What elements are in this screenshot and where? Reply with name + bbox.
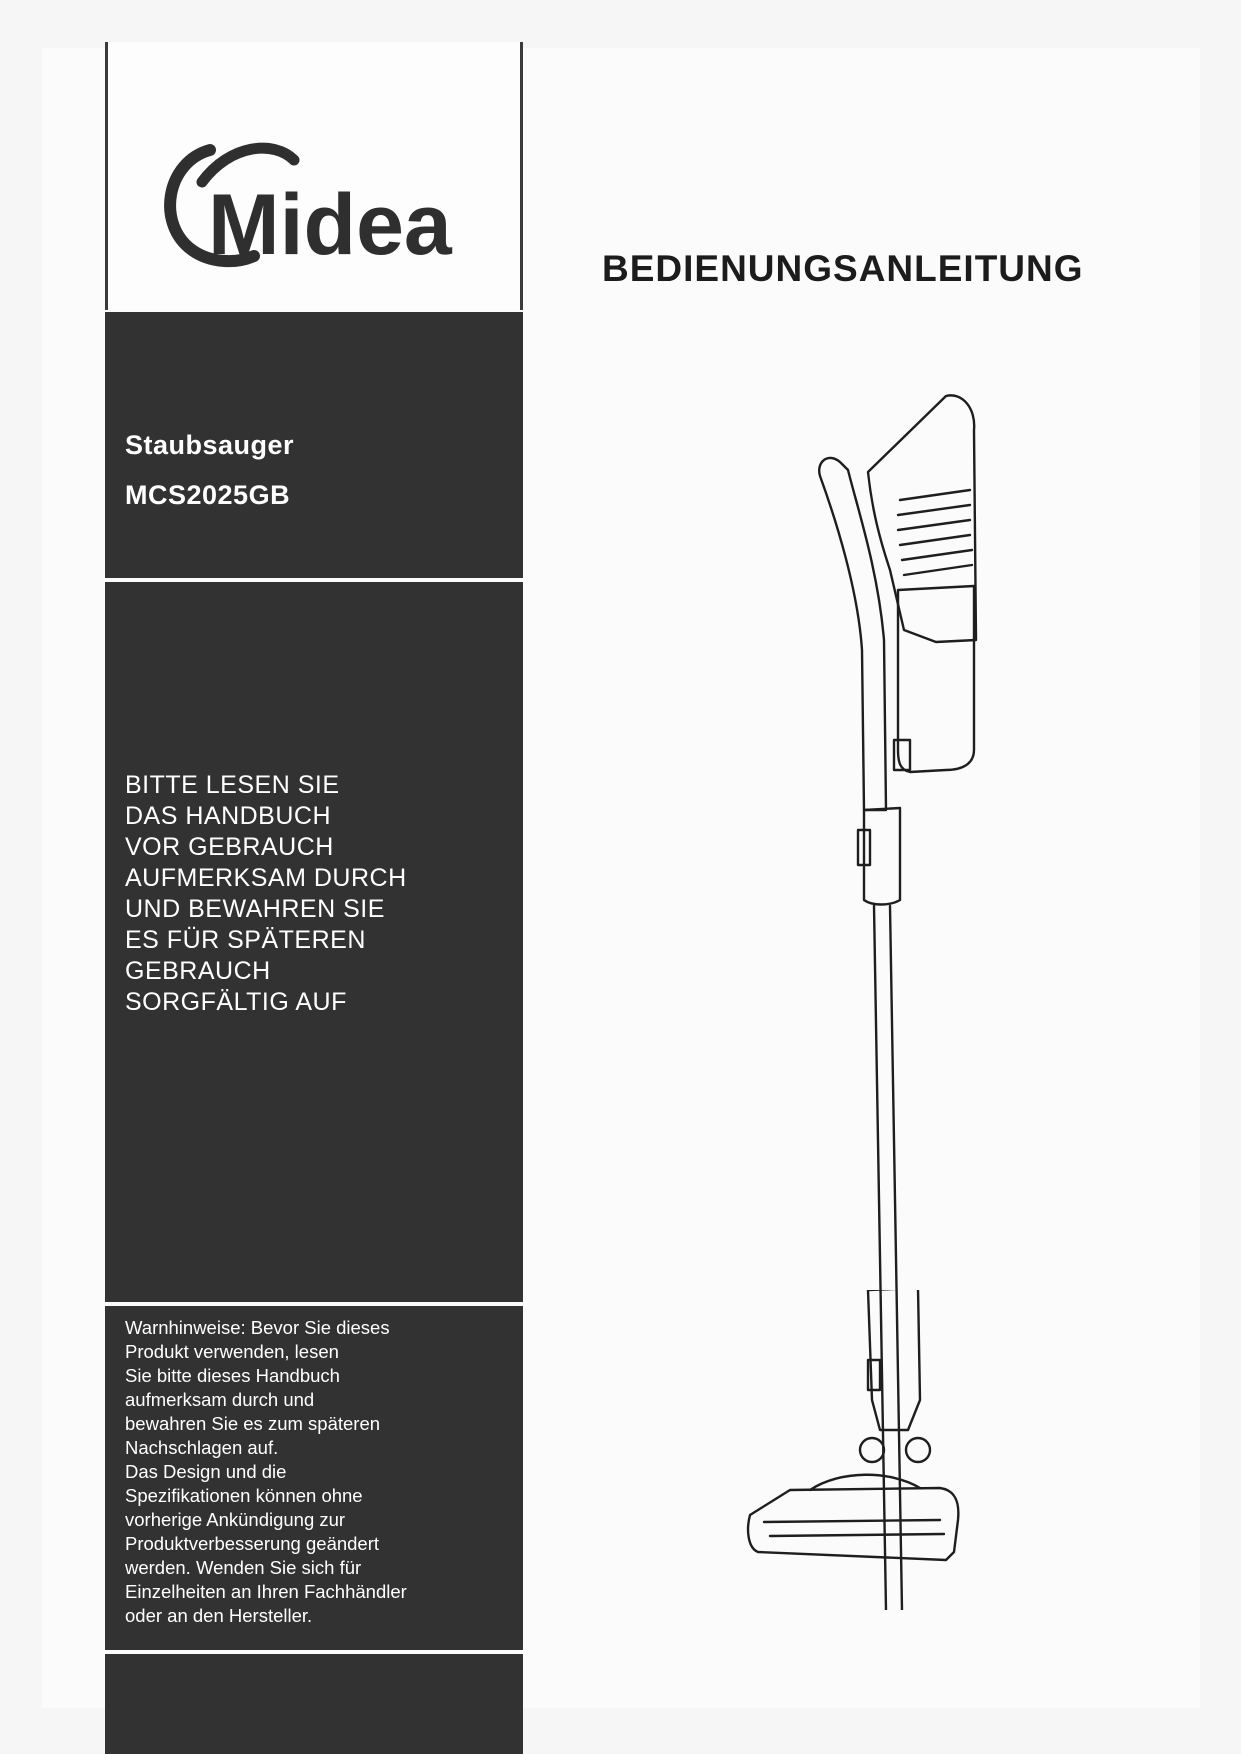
vacuum-floor-head-illustration [740,1290,980,1590]
warning-line: Spezifikationen können ohne [125,1485,363,1506]
warning-line: Das Design und die [125,1461,287,1482]
warning-line: Warnhinweise: Bevor Sie dieses [125,1317,390,1338]
warning-line: Einzelheiten an Ihren Fachhändler [125,1581,407,1602]
logo-box [105,42,523,310]
footer-panel [105,1654,523,1754]
read-notice-line: AUFMERKSAM DURCH [125,864,407,892]
vacuum-pivot-right [906,1438,930,1462]
vacuum-floor-head [748,1488,958,1560]
read-notice-line: DAS HANDBUCH [125,802,332,830]
warning-text [125,1316,510,1628]
vacuum-cyclone-head [868,395,976,642]
warning-line: bewahren Sie es zum späteren [125,1413,381,1434]
model-number: MCS2025GB [125,480,291,510]
warning-panel [105,1306,523,1650]
read-notice-line: SORGFÄLTIG AUF [125,988,347,1016]
vacuum-handle [819,458,886,810]
vacuum-cyclone-ridges [898,490,972,575]
warning-line: aufmerksam durch und [125,1389,315,1410]
vacuum-floor-head-inner [764,1475,944,1536]
vacuum-pivot-left [860,1438,884,1462]
warning-line: Produkt verwenden, lesen [125,1341,339,1362]
product-panel [105,312,523,578]
logo-wordmark: Midea [208,177,452,272]
warning-line: oder an den Hersteller. [125,1605,313,1626]
read-notice-line: ES FÜR SPÄTEREN [125,926,366,954]
read-notice-line: VOR GEBRAUCH [125,833,334,861]
document-title: BEDIENUNGSANLEITUNG [602,248,1084,289]
warning-line: Nachschlagen auf. [125,1437,279,1458]
warning-line: Sie bitte dieses Handbuch [125,1365,340,1386]
warning-line: werden. Wenden Sie sich für [125,1557,362,1578]
read-notice-line: GEBRAUCH [125,957,271,985]
cover-sidebar [105,42,521,1712]
midea-logo [148,132,488,272]
read-notice-line: UND BEWAHREN SIE [125,895,385,923]
warning-line: Produktverbesserung geändert [125,1533,380,1554]
read-notice-line: BITTE LESEN SIE [125,771,340,799]
product-type: Staubsauger [125,430,295,460]
read-notice-panel [105,582,523,1302]
warning-line: vorherige Ankündigung zur [125,1509,346,1530]
read-notice [125,770,505,1018]
